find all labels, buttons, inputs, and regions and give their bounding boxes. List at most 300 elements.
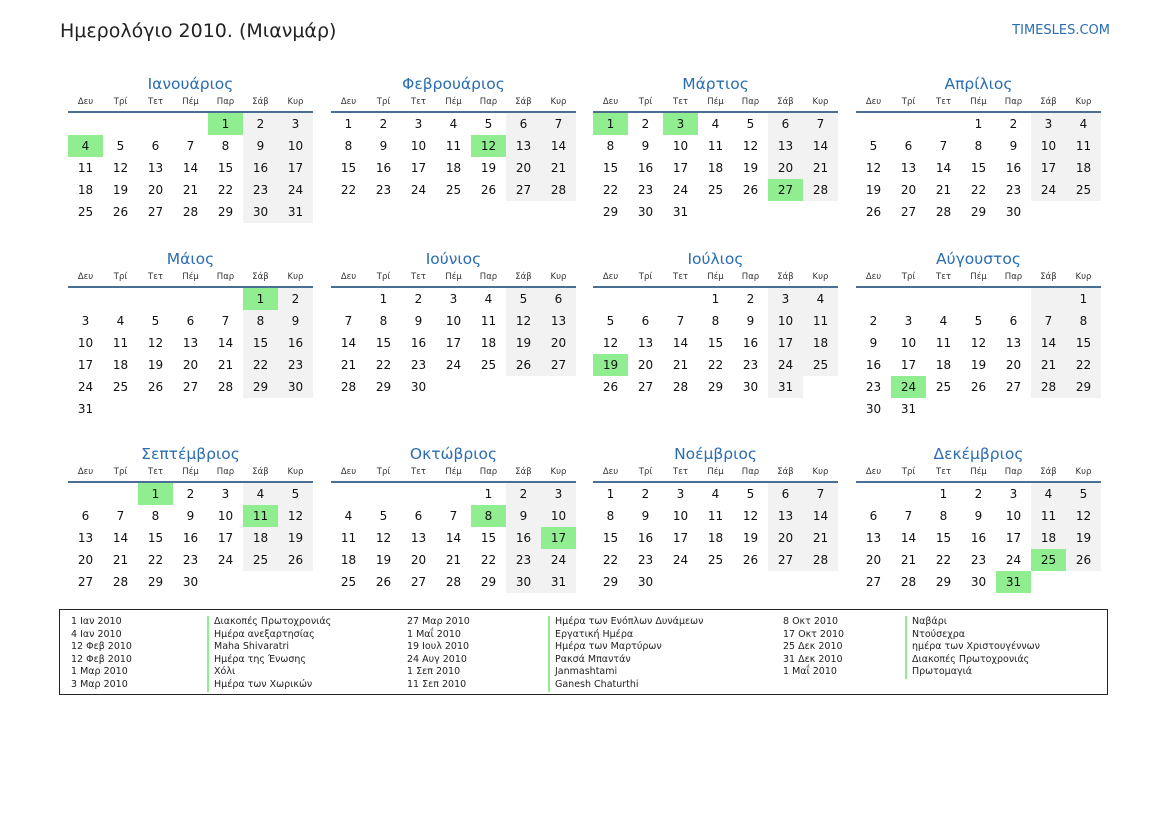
weekday-label: Κυρ xyxy=(1075,272,1092,282)
legend-names-column xyxy=(207,616,331,692)
weekday-label: Δευ xyxy=(865,272,882,282)
day-cell: 21 xyxy=(340,358,357,372)
day-cell: 14 xyxy=(445,531,462,545)
day-cell: 18 xyxy=(112,358,129,372)
day-cell: 3 xyxy=(541,483,576,505)
empty-cell xyxy=(996,398,1031,420)
day-cell: 2 xyxy=(746,292,755,306)
holiday-day-cell: 4 xyxy=(68,135,103,157)
legend-date: 1 Μαΐ 2010 xyxy=(407,628,461,640)
day-grid xyxy=(593,483,838,593)
day-cell: 6 xyxy=(1009,314,1018,328)
empty-cell xyxy=(401,483,436,505)
day-cell: 14 xyxy=(803,505,838,527)
weekday-label: Πέμ xyxy=(707,97,724,107)
day-cell: 28 xyxy=(803,549,838,571)
day-cell: 10 xyxy=(768,310,803,332)
day-cell: 10 xyxy=(278,135,313,157)
day-cell: 9 xyxy=(974,509,983,523)
empty-cell xyxy=(68,288,103,310)
day-cell: 29 xyxy=(243,376,278,398)
empty-cell xyxy=(138,288,173,310)
day-cell: 28 xyxy=(217,380,234,394)
weekday-label: Παρ xyxy=(741,467,760,477)
day-cell: 7 xyxy=(904,509,913,523)
day-cell: 10 xyxy=(410,139,427,153)
day-cell: 17 xyxy=(410,161,427,175)
day-cell: 12 xyxy=(147,336,164,350)
day-cell: 8 xyxy=(151,509,160,523)
weekday-header xyxy=(593,96,838,113)
legend-holiday-name: Ντούσεχρα xyxy=(905,629,1040,642)
day-cell: 21 xyxy=(803,157,838,179)
legend-date: 3 Μαρ 2010 xyxy=(71,678,128,690)
empty-cell xyxy=(961,398,996,420)
day-cell: 9 xyxy=(379,139,388,153)
day-cell: 6 xyxy=(541,288,576,310)
day-cell: 26 xyxy=(1066,549,1101,571)
day-cell: 6 xyxy=(768,113,803,135)
day-cell: 26 xyxy=(278,549,313,571)
month-name: Ιούνιος xyxy=(425,250,482,268)
day-cell: 21 xyxy=(541,157,576,179)
day-cell: 6 xyxy=(151,139,160,153)
empty-cell xyxy=(856,113,891,135)
day-cell: 24 xyxy=(217,553,234,567)
empty-cell xyxy=(278,398,313,420)
day-cell: 19 xyxy=(506,332,541,354)
weekday-label: Σάβ xyxy=(777,272,794,282)
weekday-label: Κυρ xyxy=(550,272,567,282)
day-cell: 16 xyxy=(182,531,199,545)
day-cell: 3 xyxy=(676,487,685,501)
day-cell: 5 xyxy=(606,314,615,328)
day-cell: 16 xyxy=(742,336,759,350)
day-cell: 23 xyxy=(637,553,654,567)
day-cell: 24 xyxy=(672,553,689,567)
weekday-label: Πέμ xyxy=(970,467,987,477)
day-cell: 25 xyxy=(480,358,497,372)
day-cell: 5 xyxy=(379,509,388,523)
day-cell: 10 xyxy=(672,509,689,523)
day-cell: 15 xyxy=(970,161,987,175)
day-cell: 7 xyxy=(186,139,195,153)
legend-holiday-name: Ημέρα της Ένωσης xyxy=(207,654,331,667)
holiday-day-cell: 1 xyxy=(138,483,173,505)
day-cell: 3 xyxy=(1009,487,1018,501)
day-cell: 17 xyxy=(900,358,917,372)
day-cell: 24 xyxy=(1005,553,1022,567)
day-cell: 20 xyxy=(77,553,94,567)
day-cell: 20 xyxy=(865,553,882,567)
day-cell: 20 xyxy=(410,553,427,567)
weekday-label: Δευ xyxy=(77,97,94,107)
legend-date: 1 Ιαν 2010 xyxy=(71,616,122,627)
day-grid xyxy=(68,288,313,420)
weekday-label: Κυρ xyxy=(287,272,304,282)
day-grid xyxy=(856,483,1101,593)
weekday-label: Τρί xyxy=(376,467,391,477)
legend-holiday-name: Maha Shivaratri xyxy=(207,641,331,654)
month-name: Δεκέμβριος xyxy=(933,445,1024,463)
day-cell: 21 xyxy=(672,358,689,372)
day-cell: 19 xyxy=(742,161,759,175)
day-cell: 6 xyxy=(869,509,878,523)
day-cell: 4 xyxy=(803,288,838,310)
holiday-day-cell: 27 xyxy=(768,179,803,201)
day-cell: 1 xyxy=(711,292,720,306)
day-cell: 24 xyxy=(541,549,576,571)
empty-cell xyxy=(471,376,506,398)
empty-cell xyxy=(68,113,103,135)
day-cell: 5 xyxy=(746,487,755,501)
day-cell: 11 xyxy=(803,310,838,332)
day-cell: 20 xyxy=(768,527,803,549)
day-cell: 18 xyxy=(445,161,462,175)
weekday-label: Τρί xyxy=(901,97,916,107)
day-cell: 22 xyxy=(375,358,392,372)
day-cell: 17 xyxy=(672,161,689,175)
weekday-header xyxy=(68,96,313,113)
day-cell: 24 xyxy=(1031,179,1066,201)
legend-date: 24 Αυγ 2010 xyxy=(407,653,467,665)
legend-holiday-name: ημέρα των Χριστουγέννων xyxy=(905,641,1040,654)
day-cell: 20 xyxy=(1005,358,1022,372)
day-cell: 30 xyxy=(1005,205,1022,219)
day-cell: 7 xyxy=(676,314,685,328)
day-cell: 15 xyxy=(602,161,619,175)
day-cell: 22 xyxy=(602,183,619,197)
empty-cell xyxy=(768,571,803,593)
day-cell: 30 xyxy=(410,380,427,394)
day-cell: 10 xyxy=(77,336,94,350)
empty-cell xyxy=(173,288,208,310)
day-cell: 19 xyxy=(865,183,882,197)
empty-cell xyxy=(208,398,243,420)
day-cell: 11 xyxy=(445,139,462,153)
legend-holiday-name: Ρακσά Μπαντάν xyxy=(548,654,703,667)
day-cell: 27 xyxy=(506,179,541,201)
empty-cell xyxy=(506,376,541,398)
day-cell: 17 xyxy=(77,358,94,372)
weekday-label: Τρί xyxy=(638,97,653,107)
day-cell: 10 xyxy=(217,509,234,523)
empty-cell xyxy=(926,398,961,420)
empty-cell xyxy=(138,113,173,135)
weekday-label: Σάβ xyxy=(252,272,269,282)
day-cell: 16 xyxy=(637,531,654,545)
day-cell: 13 xyxy=(900,161,917,175)
weekday-label: Κυρ xyxy=(1075,97,1092,107)
month-name: Ιούλιος xyxy=(687,250,744,268)
empty-cell xyxy=(961,288,996,310)
month-block xyxy=(856,74,1101,223)
day-cell: 27 xyxy=(1005,380,1022,394)
brand-link[interactable]: TIMESLES.COM xyxy=(1012,23,1110,38)
day-cell: 7 xyxy=(449,509,458,523)
weekday-label: Τρί xyxy=(113,97,128,107)
day-cell: 26 xyxy=(375,575,392,589)
empty-cell xyxy=(1031,288,1066,310)
month-block xyxy=(856,249,1101,420)
legend-date: 27 Μαρ 2010 xyxy=(407,616,470,627)
weekday-label: Παρ xyxy=(479,272,498,282)
weekday-label: Τετ xyxy=(936,467,951,477)
day-cell: 11 xyxy=(340,531,357,545)
empty-cell xyxy=(856,483,891,505)
day-cell: 11 xyxy=(935,336,952,350)
empty-cell xyxy=(331,483,366,505)
day-cell: 13 xyxy=(410,531,427,545)
day-cell: 27 xyxy=(410,575,427,589)
empty-cell xyxy=(698,201,733,223)
legend-date: 1 Μαΐ 2010 xyxy=(783,666,837,678)
day-cell: 11 xyxy=(1066,135,1101,157)
weekday-label: Δευ xyxy=(340,272,357,282)
day-cell: 5 xyxy=(869,139,878,153)
empty-cell xyxy=(541,376,576,398)
month-name: Μάρτιος xyxy=(682,75,749,93)
day-cell: 2 xyxy=(641,487,650,501)
empty-cell xyxy=(436,483,471,505)
day-cell: 20 xyxy=(182,358,199,372)
empty-cell xyxy=(891,483,926,505)
day-cell: 6 xyxy=(186,314,195,328)
day-cell: 23 xyxy=(278,354,313,376)
empty-cell xyxy=(803,201,838,223)
weekday-label: Δευ xyxy=(865,467,882,477)
day-cell: 12 xyxy=(865,161,882,175)
empty-cell xyxy=(243,398,278,420)
empty-cell xyxy=(1066,201,1101,223)
day-cell: 28 xyxy=(672,380,689,394)
day-cell: 2 xyxy=(506,483,541,505)
day-cell: 12 xyxy=(602,336,619,350)
legend-holiday-name: Χόλι xyxy=(207,666,331,679)
day-cell: 10 xyxy=(541,505,576,527)
day-cell: 28 xyxy=(900,575,917,589)
day-cell: 2 xyxy=(379,117,388,131)
day-cell: 8 xyxy=(711,314,720,328)
day-cell: 13 xyxy=(506,135,541,157)
day-cell: 8 xyxy=(606,139,615,153)
day-cell: 16 xyxy=(637,161,654,175)
day-cell: 6 xyxy=(768,483,803,505)
page-title: Ημερολόγιο 2010. (Μιανμάρ) xyxy=(60,20,337,42)
weekday-label: Κυρ xyxy=(812,97,829,107)
weekday-label: Δευ xyxy=(865,97,882,107)
day-cell: 26 xyxy=(742,183,759,197)
day-cell: 5 xyxy=(484,117,493,131)
day-cell: 21 xyxy=(445,553,462,567)
day-cell: 1 xyxy=(1066,288,1101,310)
day-cell: 28 xyxy=(541,179,576,201)
day-cell: 4 xyxy=(1031,483,1066,505)
day-cell: 28 xyxy=(112,575,129,589)
empty-cell xyxy=(733,201,768,223)
legend-holiday-name: Ημέρα των Χωρικών xyxy=(207,679,331,692)
day-cell: 25 xyxy=(1066,179,1101,201)
day-cell: 26 xyxy=(602,380,619,394)
legend-names-column xyxy=(905,616,1040,679)
day-cell: 30 xyxy=(506,571,541,593)
day-cell: 5 xyxy=(506,288,541,310)
day-cell: 6 xyxy=(904,139,913,153)
day-cell: 29 xyxy=(970,205,987,219)
weekday-label: Σάβ xyxy=(777,97,794,107)
day-cell: 22 xyxy=(1066,354,1101,376)
day-cell: 14 xyxy=(217,336,234,350)
day-cell: 13 xyxy=(768,135,803,157)
day-cell: 15 xyxy=(375,336,392,350)
day-cell: 2 xyxy=(641,117,650,131)
weekday-label: Κυρ xyxy=(1075,467,1092,477)
day-cell: 25 xyxy=(77,205,94,219)
month-name: Μάιος xyxy=(166,250,215,268)
weekday-label: Δευ xyxy=(340,97,357,107)
day-cell: 29 xyxy=(602,575,619,589)
day-cell: 17 xyxy=(672,531,689,545)
day-cell: 2 xyxy=(186,487,195,501)
weekday-label: Τρί xyxy=(638,272,653,282)
weekday-label: Τετ xyxy=(411,467,426,477)
day-cell: 30 xyxy=(637,575,654,589)
day-cell: 13 xyxy=(147,161,164,175)
day-cell: 2 xyxy=(869,314,878,328)
empty-cell xyxy=(768,201,803,223)
weekday-label: Τετ xyxy=(673,97,688,107)
day-cell: 9 xyxy=(414,314,423,328)
day-cell: 22 xyxy=(707,358,724,372)
weekday-header xyxy=(331,271,576,288)
weekday-label: Πέμ xyxy=(182,97,199,107)
weekday-label: Κυρ xyxy=(812,467,829,477)
weekday-label: Τετ xyxy=(148,97,163,107)
empty-cell xyxy=(208,288,243,310)
day-cell: 16 xyxy=(1005,161,1022,175)
weekday-header xyxy=(331,96,576,113)
day-cell: 30 xyxy=(182,575,199,589)
day-cell: 1 xyxy=(939,487,948,501)
day-cell: 20 xyxy=(768,157,803,179)
day-cell: 9 xyxy=(243,135,278,157)
day-cell: 19 xyxy=(1066,527,1101,549)
day-cell: 14 xyxy=(182,161,199,175)
day-cell: 18 xyxy=(243,527,278,549)
weekday-label: Παρ xyxy=(479,97,498,107)
day-cell: 14 xyxy=(541,135,576,157)
empty-cell xyxy=(803,571,838,593)
weekday-label: Τρί xyxy=(901,467,916,477)
day-cell: 19 xyxy=(278,527,313,549)
day-cell: 22 xyxy=(602,553,619,567)
legend-date: 12 Φεβ 2010 xyxy=(71,653,132,665)
weekday-label: Τετ xyxy=(936,97,951,107)
weekday-label: Δευ xyxy=(602,272,619,282)
weekday-label: Δευ xyxy=(77,272,94,282)
day-cell: 13 xyxy=(541,310,576,332)
weekday-label: Κυρ xyxy=(287,97,304,107)
weekday-label: Τετ xyxy=(673,467,688,477)
weekday-label: Σάβ xyxy=(1040,272,1057,282)
empty-cell xyxy=(1066,398,1101,420)
day-cell: 25 xyxy=(935,380,952,394)
day-cell: 7 xyxy=(1031,310,1066,332)
day-cell: 20 xyxy=(900,183,917,197)
day-cell: 21 xyxy=(112,553,129,567)
day-cell: 8 xyxy=(606,509,615,523)
legend-names-column xyxy=(548,616,703,692)
month-name: Απρίλιος xyxy=(944,75,1013,93)
day-cell: 12 xyxy=(742,139,759,153)
day-cell: 2 xyxy=(278,288,313,310)
holiday-day-cell: 19 xyxy=(593,354,628,376)
weekday-label: Τρί xyxy=(901,272,916,282)
weekday-label: Σάβ xyxy=(515,467,532,477)
weekday-label: Πέμ xyxy=(970,272,987,282)
empty-cell xyxy=(733,571,768,593)
day-cell: 1 xyxy=(379,292,388,306)
day-cell: 12 xyxy=(506,310,541,332)
weekday-label: Πέμ xyxy=(970,97,987,107)
holiday-day-cell: 17 xyxy=(541,527,576,549)
day-cell: 18 xyxy=(1031,527,1066,549)
day-cell: 3 xyxy=(278,113,313,135)
day-cell: 17 xyxy=(1031,157,1066,179)
day-cell: 30 xyxy=(865,402,882,416)
day-cell: 25 xyxy=(112,380,129,394)
day-cell: 9 xyxy=(186,509,195,523)
day-cell: 25 xyxy=(707,183,724,197)
month-block xyxy=(856,444,1101,593)
day-cell: 24 xyxy=(768,354,803,376)
day-cell: 12 xyxy=(375,531,392,545)
weekday-header xyxy=(593,271,838,288)
weekday-label: Πέμ xyxy=(707,467,724,477)
day-cell: 9 xyxy=(1009,139,1018,153)
day-grid xyxy=(593,288,838,398)
weekday-label: Σάβ xyxy=(777,467,794,477)
day-cell: 18 xyxy=(77,183,94,197)
month-block xyxy=(593,249,838,398)
day-cell: 21 xyxy=(803,527,838,549)
day-cell: 22 xyxy=(340,183,357,197)
day-cell: 9 xyxy=(641,139,650,153)
holiday-day-cell: 1 xyxy=(243,288,278,310)
day-cell: 20 xyxy=(506,157,541,179)
day-grid xyxy=(331,288,576,398)
month-name: Ιανουάριος xyxy=(147,75,234,93)
weekday-label: Τετ xyxy=(936,272,951,282)
day-cell: 18 xyxy=(1066,157,1101,179)
day-cell: 6 xyxy=(81,509,90,523)
day-cell: 25 xyxy=(340,575,357,589)
empty-cell xyxy=(173,113,208,135)
legend-dates-column xyxy=(783,616,844,679)
day-cell: 17 xyxy=(217,531,234,545)
day-cell: 16 xyxy=(243,157,278,179)
day-cell: 19 xyxy=(112,183,129,197)
weekday-label: Δευ xyxy=(602,467,619,477)
day-cell: 3 xyxy=(81,314,90,328)
legend-holiday-name: Πρωτομαγιά xyxy=(905,666,1040,679)
day-cell: 16 xyxy=(375,161,392,175)
day-cell: 17 xyxy=(278,157,313,179)
empty-cell xyxy=(173,398,208,420)
weekday-label: Πέμ xyxy=(182,467,199,477)
day-grid xyxy=(68,483,313,593)
month-name: Αύγουστος xyxy=(936,250,1021,268)
